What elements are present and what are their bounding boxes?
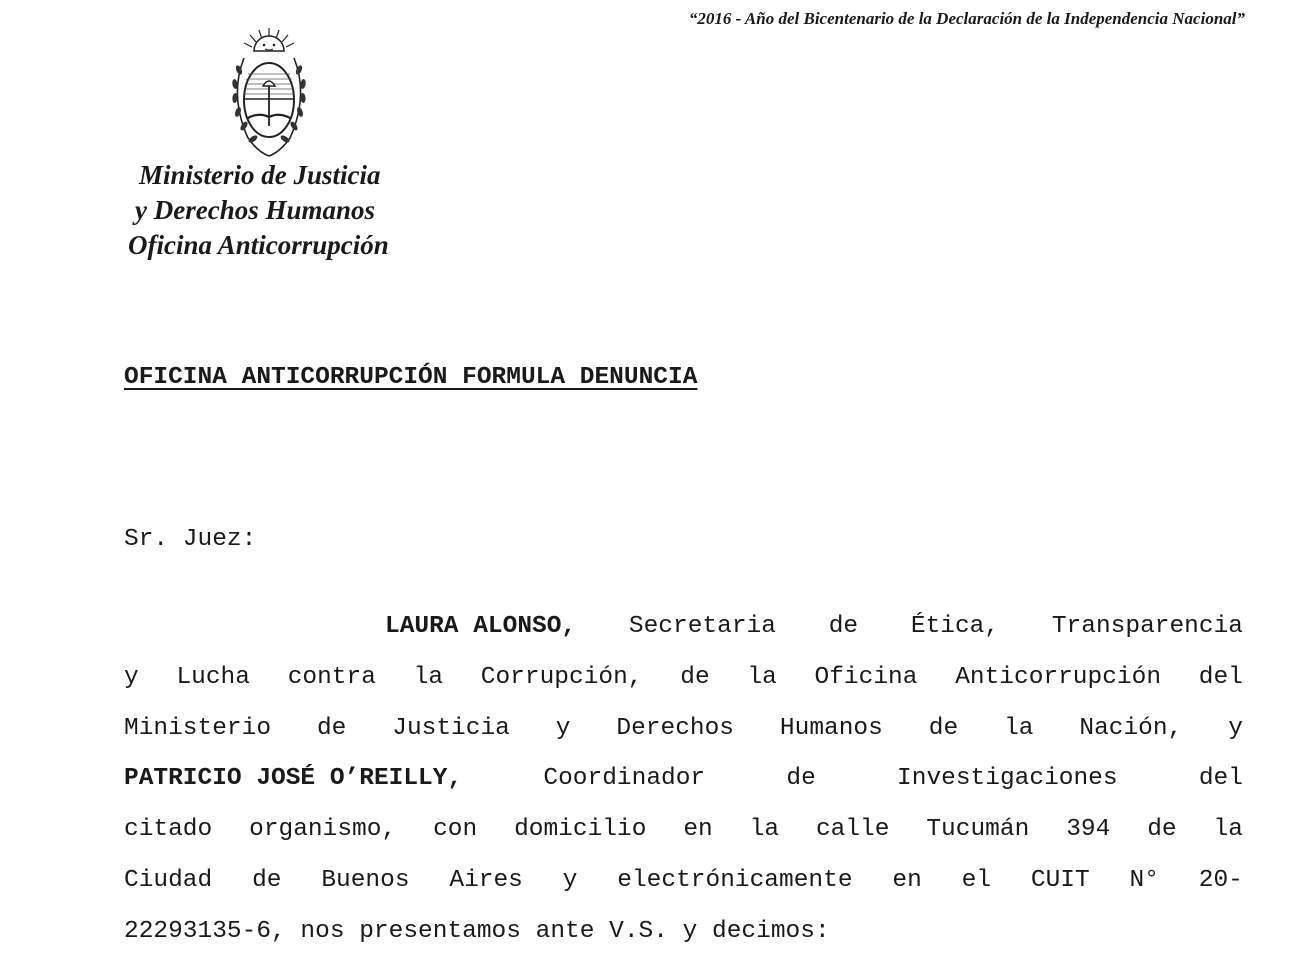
document-body (124, 602, 1243, 958)
body-word: la (1213, 816, 1243, 844)
body-word: N° (1129, 866, 1159, 894)
body-word: y (562, 866, 578, 894)
body-word: 20- (1198, 866, 1243, 894)
org-line-office: Oficina Anticorrupción (128, 230, 389, 260)
body-word: Secretaria (628, 613, 776, 640)
header-motto: “2016 - Año del Bicentenario de la Declaración de la Independencia Nacional” (688, 9, 1245, 28)
body-word: nos (300, 917, 345, 945)
body-word: Oficina (814, 663, 918, 691)
body-word: contra (287, 663, 376, 691)
body-word: presentamos (359, 917, 521, 945)
body-word: domicilio (514, 816, 647, 844)
body-word: organismo, (249, 816, 397, 844)
body-word: Transparencia (1051, 613, 1243, 640)
body-word: Tucumán (926, 816, 1030, 844)
argentina-coat-of-arms-icon (226, 26, 312, 162)
body-word: Ministerio (124, 714, 272, 742)
body-word: y (1228, 714, 1243, 742)
body-word: Nación, (1079, 714, 1183, 742)
org-line-ministry: Ministerio de Justicia (139, 160, 381, 190)
body-word: Humanos (779, 714, 883, 742)
body-word: Buenos (321, 866, 410, 894)
body-word: con (433, 816, 478, 844)
body-word: Lucha (176, 663, 250, 691)
body-word: y (124, 663, 139, 691)
body-word: en (683, 816, 713, 844)
paragraph-line (124, 805, 1243, 856)
body-word: en (892, 866, 922, 894)
document-title: OFICINA ANTICORRUPCIÓN FORMULA DENUNCIA (124, 364, 698, 391)
paragraph-line (124, 856, 1243, 907)
paragraph-line (124, 907, 1243, 958)
signatory-name-oreilly: PATRICIO JOSÉ O’REILLY, (124, 765, 463, 793)
body-word: Corrupción, (480, 663, 643, 691)
body-word: CUIT (1030, 866, 1090, 894)
org-line-human-rights: y Derechos Humanos (135, 195, 376, 225)
body-word: el (961, 866, 992, 894)
salutation: Sr. Juez: (124, 526, 257, 553)
body-word: de (928, 714, 959, 742)
paragraph-line (124, 653, 1243, 704)
body-word: Aires (449, 866, 523, 894)
body-word: de (1147, 816, 1177, 844)
body-word: Investigaciones (897, 765, 1118, 793)
issuing-organization (110, 158, 430, 263)
body-word: la (749, 816, 780, 844)
body-word: Justicia (392, 714, 510, 742)
body-word: 22293135-6, (124, 917, 286, 945)
body-word: la (747, 663, 777, 691)
body-word: Ética, (910, 613, 1000, 640)
body-word: de (680, 663, 710, 691)
body-word: Anticorrupción (955, 663, 1162, 691)
body-word: 394 (1066, 816, 1111, 844)
paragraph-line (124, 754, 1243, 805)
paragraph-line (124, 704, 1243, 755)
body-word: de (828, 613, 859, 640)
signatory-name-alonso: LAURA ALONSO, (385, 613, 577, 640)
body-word: la (413, 663, 444, 691)
body-word: de (316, 714, 347, 742)
body-word: V.S. (609, 917, 668, 945)
body-word: ante (535, 917, 595, 945)
body-word: de (252, 866, 282, 894)
body-word: del (1198, 765, 1243, 793)
body-word: electrónicamente (617, 866, 853, 894)
body-word: decimos: (712, 917, 830, 945)
body-word: Derechos (616, 714, 735, 742)
body-word: calle (815, 816, 890, 844)
body-word: la (1004, 714, 1034, 742)
body-word: Ciudad (124, 866, 213, 894)
body-word: Coordinador (543, 765, 706, 793)
body-word: de (786, 765, 816, 793)
body-word: citado (124, 816, 213, 844)
body-word: y (555, 714, 571, 742)
paragraph-line (124, 602, 1243, 653)
body-word: del (1198, 663, 1243, 691)
body-word: y (682, 917, 698, 945)
